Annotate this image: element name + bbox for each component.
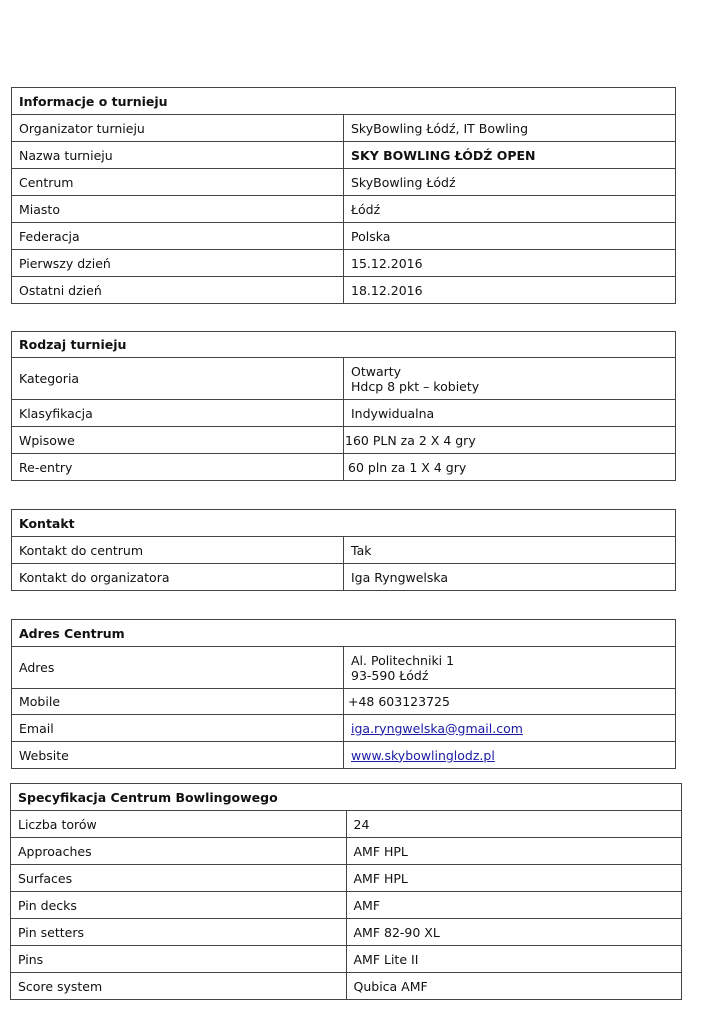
address-line-2: 93-590 Łódź [351,667,429,683]
address-value [344,647,676,689]
table-row [12,647,676,689]
tournament-name-label: Nazwa turnieju [12,142,344,169]
pins-label: Pins [11,946,347,973]
organizer-label: Organizator turnieju [12,115,344,142]
contact-table [11,509,676,591]
email-label: Email [12,715,344,742]
re-entry-label: Re-entry [12,454,344,481]
approaches-label: Approaches [11,838,347,865]
surfaces-value: AMF HPL [346,865,682,892]
table-row [11,865,682,892]
entry-fee-value: 160 PLN za 2 X 4 gry [344,427,676,454]
organizer-contact-label: Kontakt do organizatora [12,564,344,591]
federation-value: Polska [344,223,676,250]
tournament-info-table [11,87,676,304]
table-row [11,946,682,973]
score-system-value: Qubica AMF [346,973,682,1000]
center-specs-table [10,783,682,1000]
table-row [12,223,676,250]
table-row [11,838,682,865]
category-value [344,358,676,400]
email-link[interactable]: iga.ryngwelska@gmail.com [351,720,523,736]
website-label: Website [12,742,344,769]
classification-label: Klasyfikacja [12,400,344,427]
address-label: Adres [12,647,344,689]
tournament-name-value: SKY BOWLING ŁÓDŹ OPEN [344,142,676,169]
organizer-value: SkyBowling Łódź, IT Bowling [344,115,676,142]
category-line-2: Hdcp 8 pkt – kobiety [351,378,480,394]
table-row [11,919,682,946]
center-specs-heading: Specyfikacja Centrum Bowlingowego [11,784,682,811]
city-value: Łódź [344,196,676,223]
city-label: Miasto [12,196,344,223]
approaches-value: AMF HPL [346,838,682,865]
center-value: SkyBowling Łódź [344,169,676,196]
pins-value: AMF Lite II [346,946,682,973]
table-row [12,742,676,769]
lanes-value: 24 [346,811,682,838]
email-value [344,715,676,742]
tournament-info-heading: Informacje o turnieju [12,88,676,115]
mobile-value: +48 603123725 [344,689,676,715]
contact-heading: Kontakt [12,510,676,537]
center-contact-value: Tak [344,537,676,564]
table-row [12,689,676,715]
surfaces-label: Surfaces [11,865,347,892]
pin-setters-label: Pin setters [11,919,347,946]
last-day-label: Ostatni dzień [12,277,344,304]
table-row [12,115,676,142]
first-day-label: Pierwszy dzień [12,250,344,277]
table-row [12,400,676,427]
center-address-heading: Adres Centrum [12,620,676,647]
pin-setters-value: AMF 82-90 XL [346,919,682,946]
table-row [12,358,676,400]
score-system-label: Score system [11,973,347,1000]
table-row [11,811,682,838]
table-row [12,250,676,277]
table-row [12,196,676,223]
table-row [12,142,676,169]
table-row [11,892,682,919]
table-row [12,537,676,564]
table-row [12,454,676,481]
table-row [12,715,676,742]
table-row [12,564,676,591]
category-label: Kategoria [12,358,344,400]
entry-fee-label: Wpisowe [12,427,344,454]
table-row [12,427,676,454]
tournament-type-table [11,331,676,481]
federation-label: Federacja [12,223,344,250]
center-contact-label: Kontakt do centrum [12,537,344,564]
category-line-1: Otwarty [351,363,402,379]
lanes-label: Liczba torów [11,811,347,838]
website-link[interactable]: www.skybowlinglodz.pl [351,747,495,763]
center-label: Centrum [12,169,344,196]
table-row [12,277,676,304]
website-value [344,742,676,769]
center-address-table [11,619,676,769]
re-entry-value: 60 pln za 1 X 4 gry [344,454,676,481]
last-day-value: 18.12.2016 [344,277,676,304]
tournament-type-heading: Rodzaj turnieju [12,332,676,358]
address-line-1: Al. Politechniki 1 [351,652,455,668]
table-row [12,169,676,196]
table-row [11,973,682,1000]
pin-decks-label: Pin decks [11,892,347,919]
mobile-label: Mobile [12,689,344,715]
first-day-value: 15.12.2016 [344,250,676,277]
classification-value: Indywidualna [344,400,676,427]
organizer-contact-value: Iga Ryngwelska [344,564,676,591]
pin-decks-value: AMF [346,892,682,919]
